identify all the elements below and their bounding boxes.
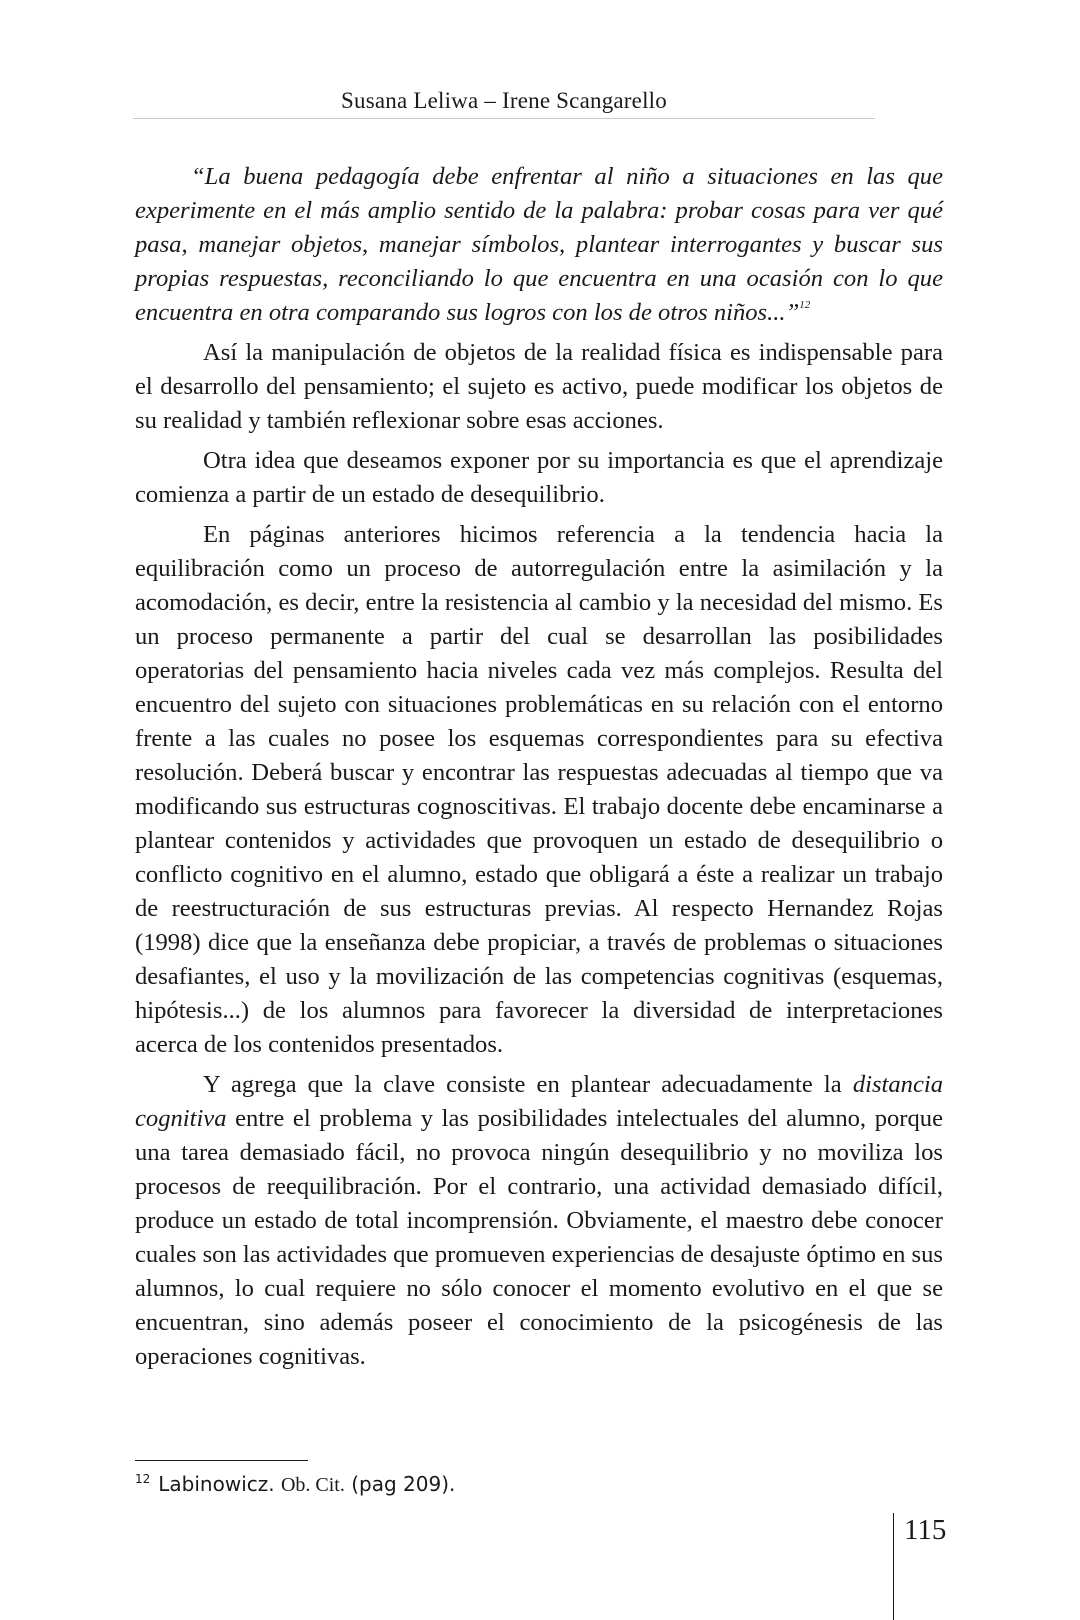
footnote-abbrev: Ob. Cit. <box>280 1474 345 1496</box>
footnote-divider <box>135 1460 308 1461</box>
page-body <box>135 160 943 1380</box>
footnote-page-ref: (pag 209). <box>351 1472 456 1496</box>
block-quote <box>135 160 943 330</box>
footnote-reference[interactable]: 12 <box>799 299 811 311</box>
emphasized-term: distancia cognitiva <box>135 1071 943 1132</box>
paragraph <box>135 1068 943 1374</box>
paragraph: En páginas anteriores hicimos referencia a la tendencia hacia la equilibración como un proceso de autorregulación entre la asimilación y la acomodación, es decir, entre la resistencia al cambio y la necesidad del mismo. Es un proceso permanente a partir del cual se desarrollan las posibilidades operatorias del pensamiento hacia niveles cada vez más complejos. Resulta del encuentro del sujeto con situaciones problemáticas en su relación con el entorno frente a las cuales no posee los esquemas correspondientes para su efectiva resolución. Deberá buscar y encontrar las respuestas adecuadas al tiempo que va modificando sus estructuras cognoscitivas. El trabajo docente debe encaminarse a plantear contenidos y actividades que provoquen un estado de desequilibrio o conflicto cognitivo en el alumno, estado que obligará a éste a realizar un trabajo de reestructuración de sus estructuras previas. Al respecto Hernandez Rojas (1998) dice que la enseñanza debe propiciar, a través de problemas o situaciones desafiantes, el uso y la movilización de las competencias cognitivas (esquemas, hipótesis...) de los alumnos para favorecer la diversidad de interpretaciones acerca de los contenidos presentados. <box>135 521 943 1058</box>
paragraph: Así la manipulación de objetos de la realidad física es indispensable para el desarrollo del pensamiento; el sujeto es activo, puede modificar los objetos de su realidad y también reflexionar sobre esas acciones. <box>135 339 943 434</box>
paragraph-text: entre el problema y las posibilidades intelectuales del alumno, porque una tarea demasiado fácil, no provoca ningún desequilibrio y no moviliza los procesos de reequilibración. Por el contrario, una actividad demasiado difícil, produce un estado de total incomprensión. Obviamente, el maestro debe conocer cuales son las actividades que promueven experiencias de desajuste óptimo en sus alumnos, lo cual requiere no sólo conocer el momento evolutivo en el que se encuentran, sino además poseer el conocimiento de la psicogénesis de las operaciones cognitivas. <box>135 1105 943 1370</box>
paragraph-text: Y agrega que la clave consiste en plantear adecuadamente la <box>203 1071 853 1098</box>
paragraph: Otra idea que deseamos exponer por su importancia es que el aprendizaje comienza a partir de un estado de desequilibrio. <box>135 447 943 508</box>
page-number: 115 <box>904 1514 947 1546</box>
footnote <box>135 1470 455 1499</box>
quote-text: “La buena pedagogía debe enfrentar al niño a situaciones en las que experimente en el más amplio sentido de la palabra: probar cosas para ver qué pasa, manejar objetos, manejar símbolos, plantear interrogantes y buscar sus propias respuestas, reconciliando lo que encuentra en una ocasión con lo que encuentra en otra comparando sus logros con los de otros niños...” <box>135 163 943 326</box>
footnote-number: 12 <box>135 1472 151 1486</box>
page-number-rule <box>893 1513 894 1620</box>
header-divider <box>133 118 875 119</box>
running-header: Susana Leliwa – Irene Scangarello <box>341 88 667 113</box>
footnote-author: Labinowicz. <box>158 1472 275 1496</box>
